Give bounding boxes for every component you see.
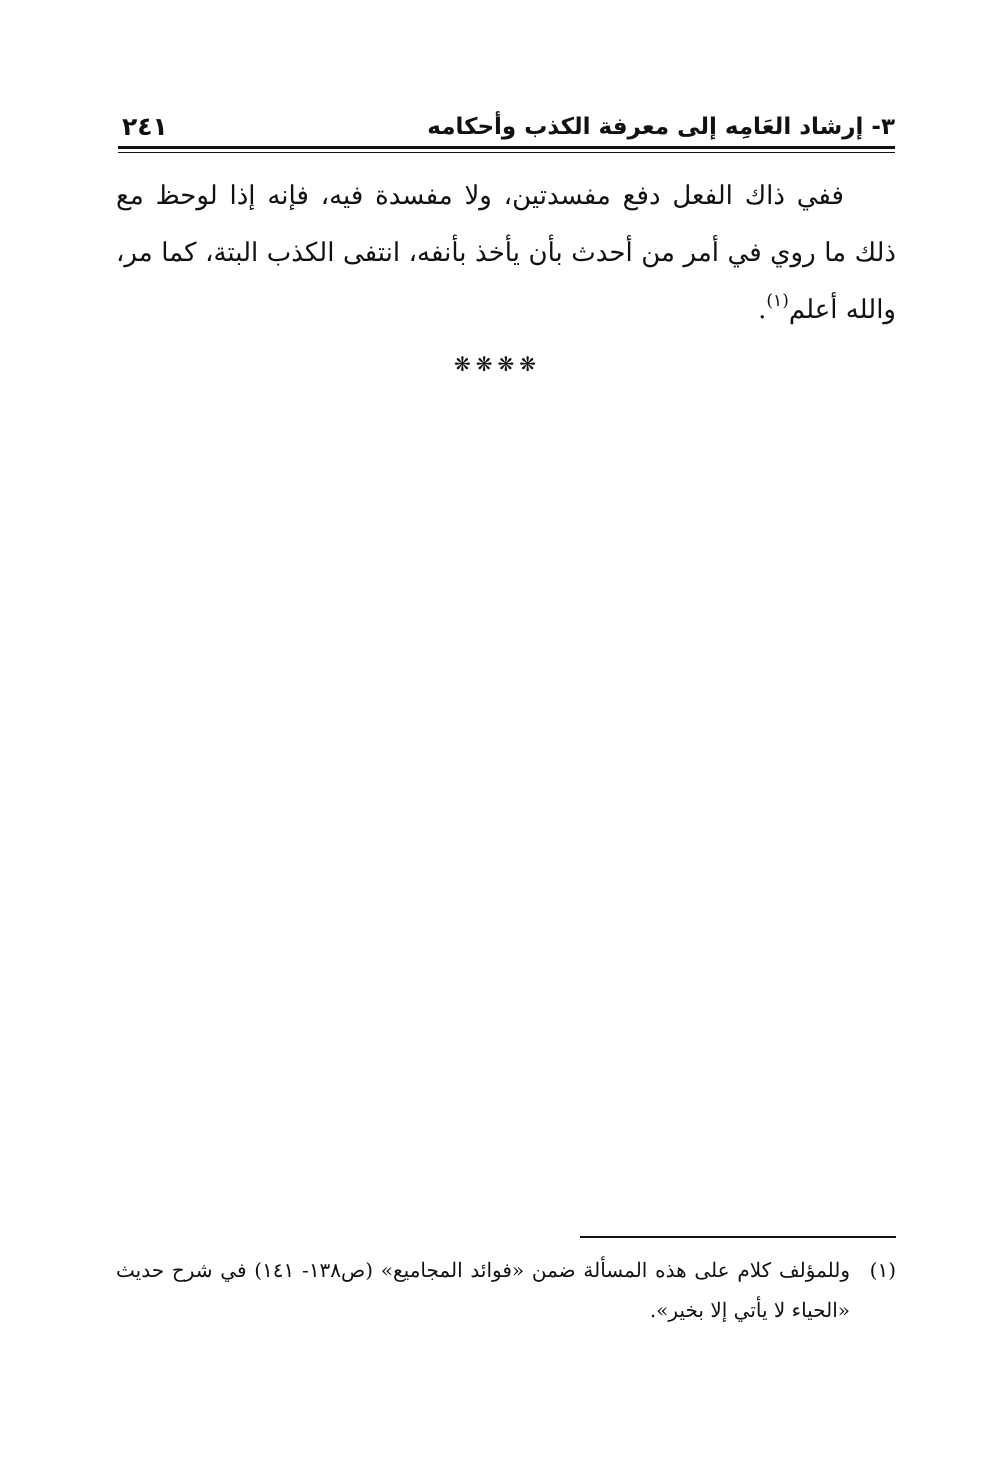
chapter-title: ٣- إرشاد العَامِه إلى معرفة الكذب وأحكامه bbox=[427, 114, 895, 140]
paragraph-closing: . bbox=[758, 295, 767, 325]
footnote-text: وللمؤلف كلام على هذه المسألة ضمن «فوائد المجاميع» (ص١٣٨- ١٤١) في شرح حديث «الحياء لا يأتي إلا بخير». bbox=[116, 1258, 851, 1322]
footnote bbox=[116, 1250, 896, 1330]
running-header bbox=[118, 108, 895, 148]
footnote-rule bbox=[580, 1236, 896, 1238]
header-rule-thick bbox=[118, 146, 895, 149]
section-separator: ❋❋❋❋ bbox=[453, 352, 542, 376]
footnotes bbox=[116, 1250, 896, 1330]
paragraph bbox=[116, 168, 896, 339]
paragraph-text: ففي ذاك الفعل دفع مفسدتين، ولا مفسدة فيه، فإنه إذا لوحظ مع ذلك ما روي في أمر من أحدث بأن يأخذ بأنفه، انتفى الكذب البتة، كما مر، والله أعلم bbox=[116, 181, 896, 325]
page-number: ٢٤١ bbox=[122, 112, 168, 141]
main-text bbox=[116, 168, 896, 339]
header-rule-thin bbox=[118, 152, 895, 153]
footnote-reference[interactable]: (١) bbox=[766, 291, 789, 311]
footnote-marker: (١) bbox=[869, 1258, 896, 1282]
